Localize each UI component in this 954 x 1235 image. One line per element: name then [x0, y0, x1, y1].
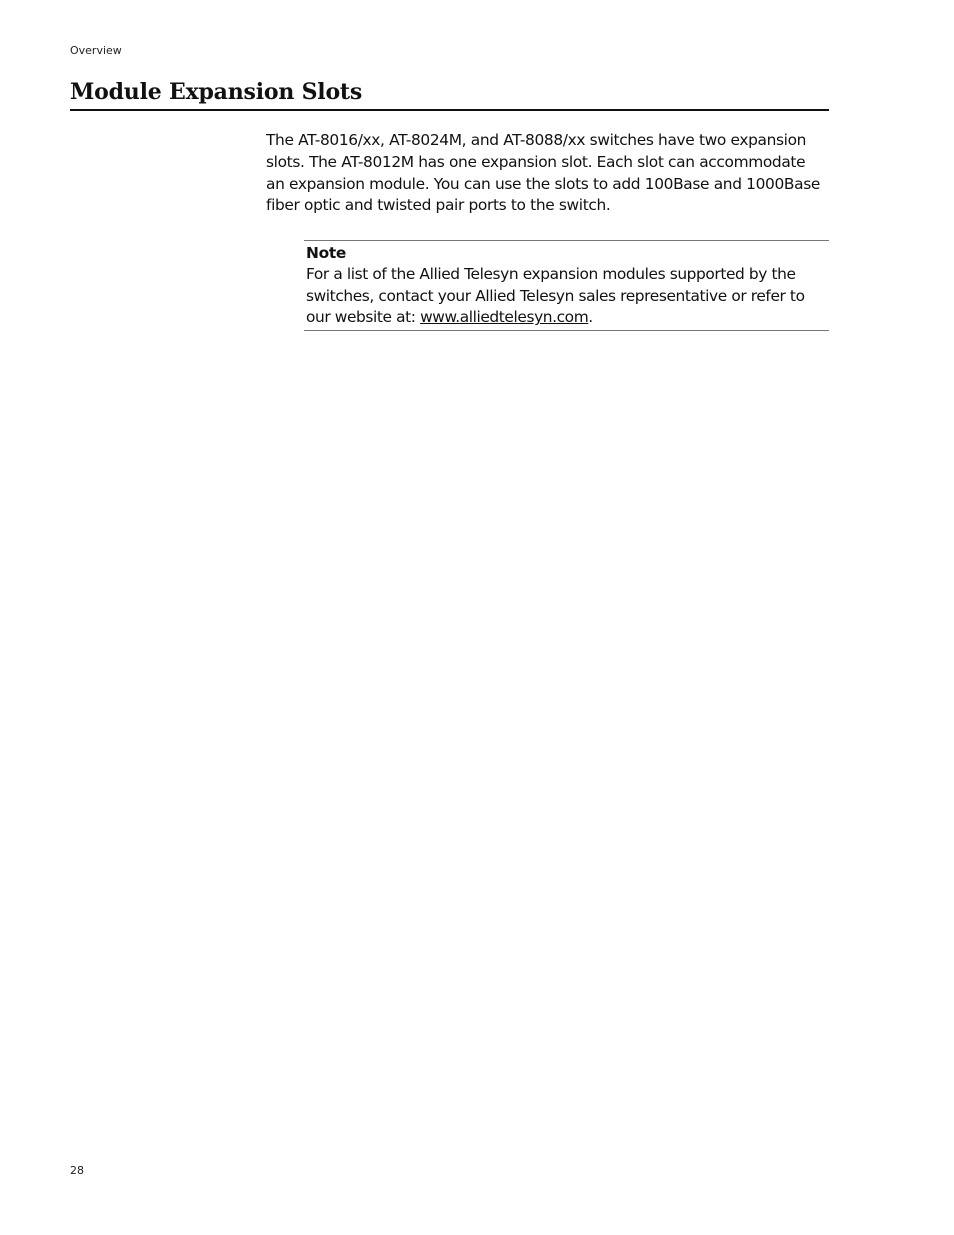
note-box [304, 240, 829, 331]
website-link[interactable]: www.alliedtelesyn.com [420, 308, 589, 327]
note-text-lead: For a list of the Allied Telesyn expansion modules supported by the switches, contact your Allied Telesyn sales representative or refer to our website at: [306, 265, 805, 327]
note-text-trail: . [588, 308, 593, 327]
section-body-paragraph: The AT-8016/xx, AT-8024M, and AT-8088/xx switches have two expansion slots. The AT-8012M has one expansion slot. Each slot can accommodate an expansion module. You can use the slots to add 100Base and 1000Base fiber optic and twisted pair ports to the switch. [266, 131, 821, 215]
note-text [306, 264, 829, 329]
running-header: Overview [70, 44, 122, 57]
section-title: Module Expansion Slots [70, 79, 363, 105]
note-title: Note [306, 244, 347, 262]
title-rule [70, 109, 829, 111]
page-number: 28 [70, 1164, 84, 1177]
